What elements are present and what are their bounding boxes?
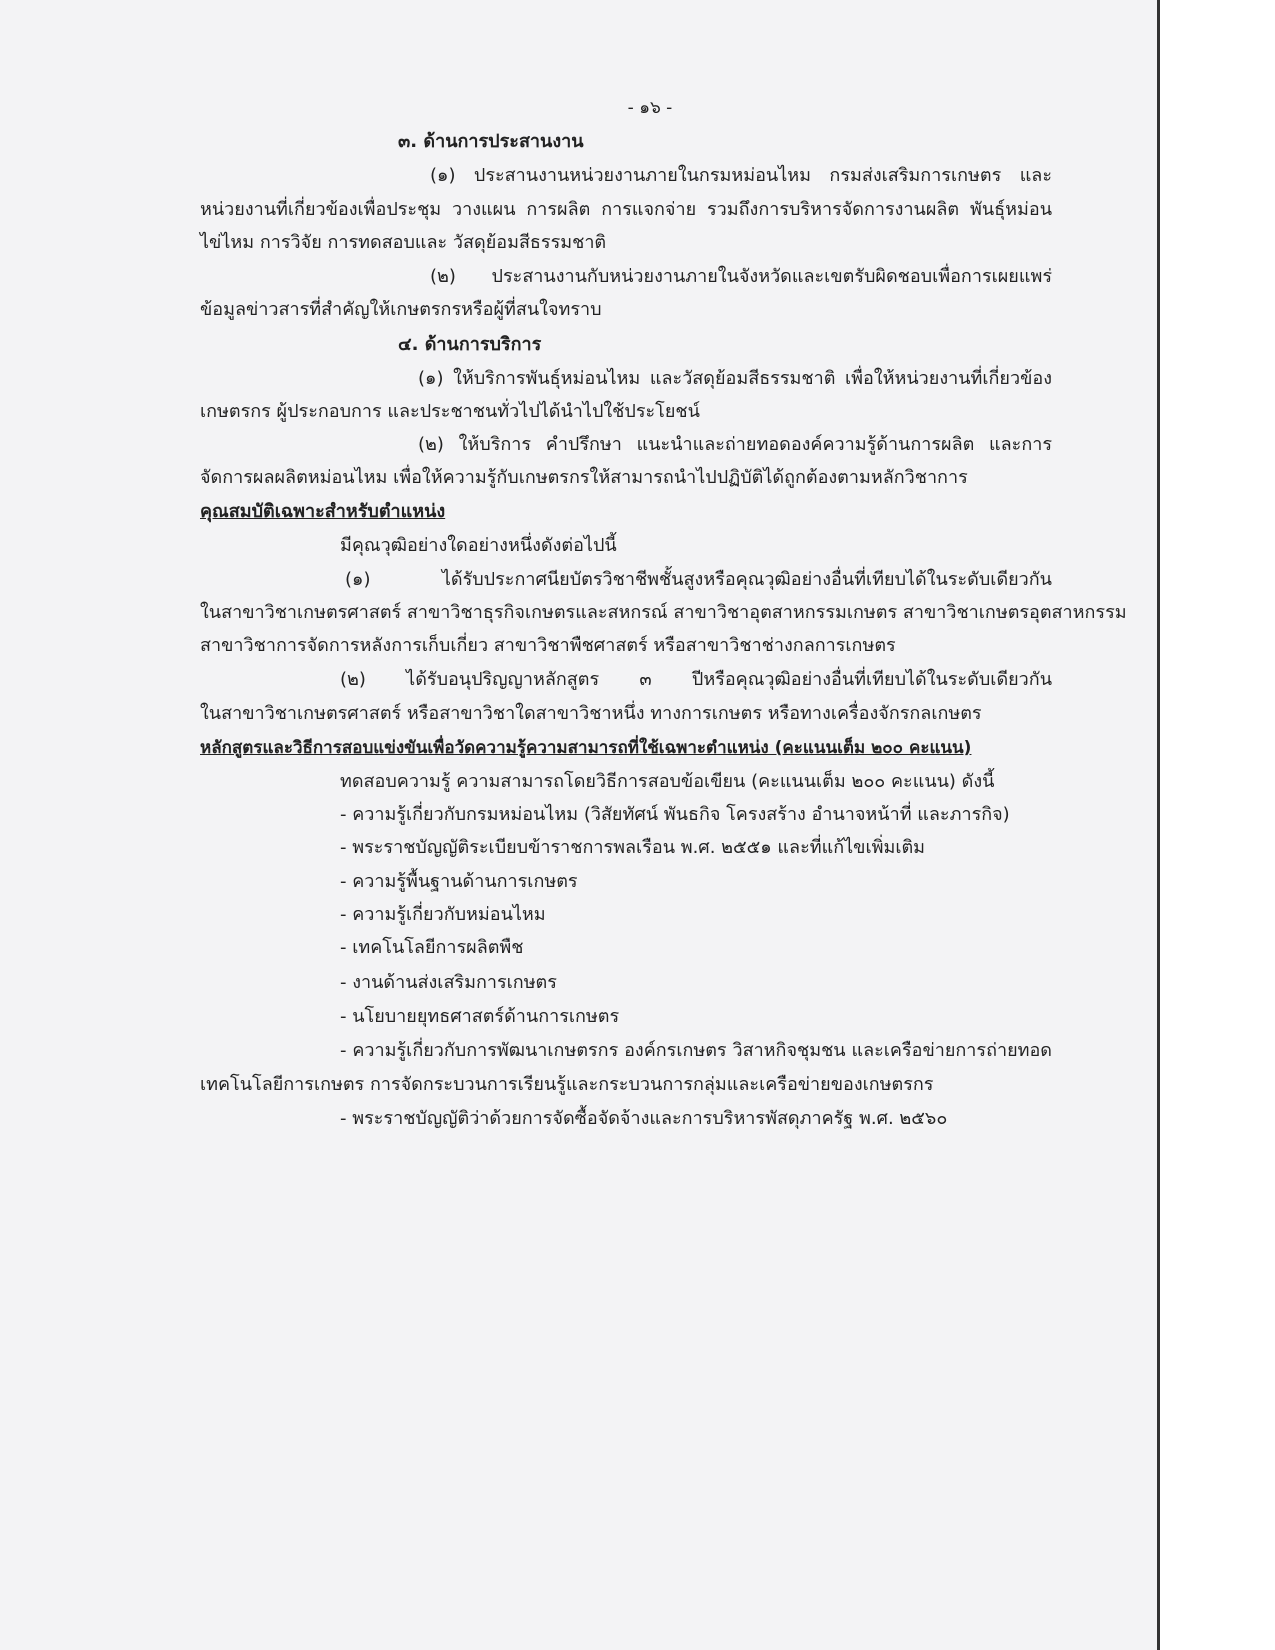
exam-topic-item: - พระราชบัญญัติว่าด้วยการจัดซื้อจัดจ้างและการบริหารพัสดุภาครัฐ พ.ศ. ๒๕๖๐ <box>340 1108 948 1129</box>
paragraph-line: จัดการผลผลิตหม่อนไหม เพื่อให้ความรู้กับเกษตรกรให้สามารถนำไปปฏิบัติได้ถูกต้องตามหลักวิชาการ <box>200 467 968 488</box>
scan-edge <box>1157 0 1160 1650</box>
paragraph-line: ในสาขาวิชาเกษตรศาสตร์ สาขาวิชาธุรกิจเกษตรและสหกรณ์ สาขาวิชาอุตสาหกรรมเกษตร สาขาวิชาเกษตรอุตสาหกรรม <box>200 602 1127 623</box>
page-number: - ๑๖ - <box>627 98 673 118</box>
paragraph-line: ในสาขาวิชาเกษตรศาสตร์ หรือสาขาวิชาใดสาขาวิชาหนึ่ง ทางการเกษตร หรือทางเครื่องจักรกลเกษตร <box>200 703 982 724</box>
paragraph-line: หน่วยงานที่เกี่ยวข้องเพื่อประชุม วางแผน การผลิต การแจกจ่าย รวมถึงการบริหารจัดการงานผลิต พันธุ์หม่อน <box>200 199 1052 220</box>
paragraph-line: ข้อมูลข่าวสารที่สำคัญให้เกษตรกรหรือผู้ที่สนใจทราบ <box>200 299 602 320</box>
exam-topic-item-continued: เทคโนโลยีการเกษตร การจัดกระบวนการเรียนรู้และกระบวนการกลุ่มและเครือข่ายของเกษตรกร <box>200 1074 934 1095</box>
exam-topic-item: - พระราชบัญญัติระเบียบข้าราชการพลเรือน พ.ศ. ๒๕๕๑ และที่แก้ไขเพิ่มเติม <box>340 837 926 858</box>
section-heading-coordination: ๓. ด้านการประสานงาน <box>398 131 584 152</box>
paragraph-line: (๑) ให้บริการพันธุ์หม่อนไหม และวัสดุย้อมสีธรรมชาติ เพื่อให้หน่วยงานที่เกี่ยวข้อง <box>418 368 1052 389</box>
exam-topic-item: - ความรู้เกี่ยวกับการพัฒนาเกษตรกร องค์กรเกษตร วิสาหกิจชุมชน และเครือข่ายการถ่ายทอด <box>340 1040 1052 1061</box>
exam-topic-item: - ความรู้เกี่ยวกับหม่อนไหม <box>340 904 546 925</box>
paragraph-line: (๑) ประสานงานหน่วยงานภายในกรมหม่อนไหม กรมส่งเสริมการเกษตร และ <box>430 165 1052 186</box>
paragraph-line: (๑) ได้รับประกาศนียบัตรวิชาชีพชั้นสูงหรือคุณวุฒิอย่างอื่นที่เทียบได้ในระดับเดียวกัน <box>345 569 1052 590</box>
exam-curriculum-heading: หลักสูตรและวิธีการสอบแข่งขันเพื่อวัดความรู้ความสามารถที่ใช้เฉพาะตำแหน่ง (คะแนนเต็ม ๒๐๐ คะแนน) <box>200 738 972 758</box>
paragraph-line: มีคุณวุฒิอย่างใดอย่างหนึ่งดังต่อไปนี้ <box>340 535 617 556</box>
section-heading-service: ๔. ด้านการบริการ <box>398 334 542 355</box>
paragraph-line: สาขาวิชาการจัดการหลังการเก็บเกี่ยว สาขาวิชาพืชศาสตร์ หรือสาขาวิชาช่างกลการเกษตร <box>200 635 896 656</box>
paragraph-line: ไข่ไหม การวิจัย การทดสอบและ วัสดุย้อมสีธรรมชาติ <box>200 232 607 253</box>
paragraph-line: (๒) ประสานงานกับหน่วยงานภายในจังหวัดและเขตรับผิดชอบเพื่อการเผยแพร่ <box>430 266 1052 287</box>
exam-topic-item: - ความรู้เกี่ยวกับกรมหม่อนไหม (วิสัยทัศน์ พันธกิจ โครงสร้าง อำนาจหน้าที่ และภารกิจ) <box>340 804 1010 825</box>
paragraph-line: ทดสอบความรู้ ความสามารถโดยวิธีการสอบข้อเขียน (คะแนนเต็ม ๒๐๐ คะแนน) ดังนี้ <box>340 771 995 792</box>
exam-topic-item: - เทคโนโลยีการผลิตพืช <box>340 937 524 958</box>
exam-topic-item: - ความรู้พื้นฐานด้านการเกษตร <box>340 871 578 892</box>
paragraph-line: (๒) ได้รับอนุปริญญาหลักสูตร ๓ ปีหรือคุณวุฒิอย่างอื่นที่เทียบได้ในระดับเดียวกัน <box>340 669 1052 690</box>
paragraph-line: (๒) ให้บริการ คำปรึกษา แนะนำและถ่ายทอดองค์ความรู้ด้านการผลิต และการ <box>418 434 1052 455</box>
exam-topic-item: - นโยบายยุทธศาสตร์ด้านการเกษตร <box>340 1006 620 1027</box>
qualifications-heading: คุณสมบัติเฉพาะสำหรับตำแหน่ง <box>200 501 446 522</box>
exam-topic-item: - งานด้านส่งเสริมการเกษตร <box>340 972 557 993</box>
scan-margin <box>1160 0 1275 1650</box>
paragraph-line: เกษตรกร ผู้ประกอบการ และประชาชนทั่วไปได้นำไปใช้ประโยชน์ <box>200 401 700 422</box>
